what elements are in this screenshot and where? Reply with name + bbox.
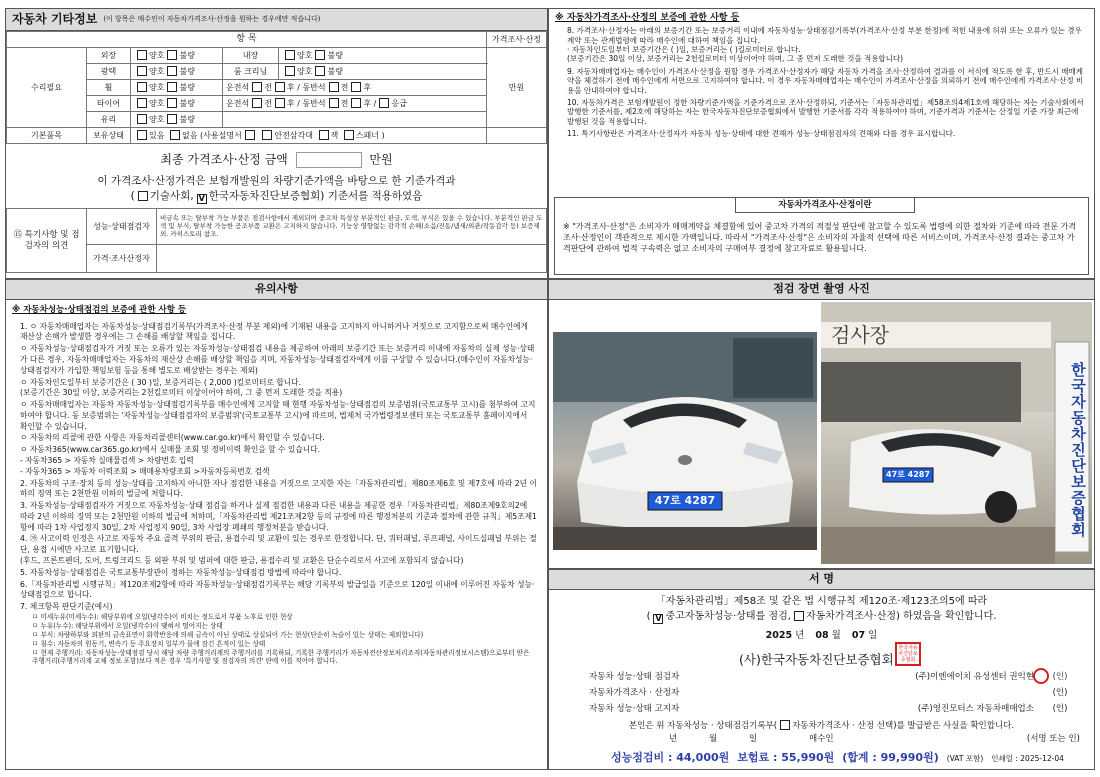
tire-pass-rear-checkbox[interactable]	[351, 98, 361, 108]
perf-inspector-label: 성능·상태점검자	[87, 209, 157, 245]
front-label: 전	[264, 99, 272, 108]
vehicle-other-info-panel	[5, 8, 548, 279]
wheel-position[interactable]: 운전석 전 후 / 동반석 전 후	[223, 80, 487, 96]
good-label: 양호	[297, 51, 313, 60]
notes-list	[6, 322, 547, 667]
signer-row-inspector	[589, 669, 1080, 685]
note-4: 4. ㉮ 사고이력 인정은 사고로 자동차 주요 골격 부위의 판금, 용접수리 및 교환이 있는 경우로 한정합니다. 단, 쿼터패널, 루프패널, 사이드실패널 부위는 절단, 용접 시에만 사고로 표기합니다. (후드, 프론트펜더, 도어, 트렁크리드 등 외판 부위 및 범퍼에 대한 판금, 용접수리 및 교환은 단순수리로서 사고에 포함되지 않습니다)	[20, 534, 537, 566]
notifier-value: (주)영진모터스 자동차매매업소	[917, 703, 1034, 714]
good-label: 양호	[149, 99, 165, 108]
note-7: 7. 체크항목 판단기준(예시)	[20, 602, 113, 612]
price-guarantee-list	[549, 26, 1094, 138]
note-7-oil-seep: ㅁ 미세누유(미세누수): 해당부위에 오일(냉각수)이 비치는 정도로서 부품 노후로 인한 현상	[32, 612, 293, 621]
bad-label: 불량	[327, 51, 343, 60]
buyer-sign: (서명 또는 인)	[1026, 734, 1080, 744]
price-check-checkbox[interactable]	[794, 611, 804, 621]
gloss-bad-checkbox[interactable]	[167, 66, 177, 76]
basic-label: 기본품목	[7, 128, 87, 144]
other-info-title: 자동차 기타정보	[12, 12, 98, 26]
bad-label: 불량	[327, 67, 343, 76]
kadga-checkbox[interactable]: V	[198, 194, 205, 204]
exterior-bad-checkbox[interactable]	[167, 50, 177, 60]
exterior-good-checkbox[interactable]	[137, 50, 147, 60]
note-5: 5. 자동차성능·상태점검은 국토교통부장관이 정하는 자동차성능·상태점검 방법에 따라야 합니다.	[20, 567, 342, 577]
signer-rows	[589, 669, 1080, 717]
kadga-banner: 한국자동차진단보증협회	[1069, 361, 1087, 538]
signature-panel	[548, 569, 1095, 770]
good-label: 양호	[149, 115, 165, 124]
room-good-checkbox[interactable]	[285, 66, 295, 76]
inspector-seal	[1033, 668, 1049, 684]
row-room-clean: 룸 크리닝	[223, 64, 279, 80]
tire-good-checkbox[interactable]	[137, 98, 147, 108]
glass-check[interactable]	[131, 112, 223, 128]
triangle-checkbox[interactable]	[262, 130, 272, 140]
issue-day-unit: 일	[868, 629, 878, 641]
price-check-label: 자동차가격조사·산정) 하였음을 확인합니다.	[805, 610, 997, 622]
photos-panel	[548, 279, 1095, 569]
price-inspector-label: 가격·조사산정자	[87, 245, 157, 273]
price-inspector-sign-label: 자동차가격조사 · 산정자	[589, 687, 680, 698]
sign-text-graphic: 검사장	[831, 323, 889, 347]
notes-panel	[5, 279, 548, 770]
side-plate: 47로 4287	[886, 470, 930, 479]
signer-row-notifier	[589, 701, 1080, 717]
bad-label: 불량	[179, 83, 195, 92]
final-price-row	[6, 152, 547, 168]
wheel-pass-rear-checkbox[interactable]	[351, 82, 361, 92]
good-label: 양호	[149, 51, 165, 60]
fee-total: (합계 : 99,990원)	[842, 751, 939, 764]
wheel-good-checkbox[interactable]	[137, 82, 147, 92]
wheel-pass-front-checkbox[interactable]	[329, 82, 339, 92]
row-glass: 유리	[87, 112, 131, 128]
kadga-label: 한국자동차진단보증협회) 기준서를 적용하였음	[208, 190, 423, 203]
possession-label: 보유상태	[87, 128, 131, 144]
manual-label: (사용설명서	[200, 131, 242, 140]
passenger-label: 동반석	[302, 83, 326, 92]
row-exterior: 외장	[87, 48, 131, 64]
basis-text	[6, 174, 547, 204]
tire-bad-checkbox[interactable]	[167, 98, 177, 108]
basis-paren: (	[130, 190, 135, 203]
fee-insurance: 보험료 : 55,990원	[737, 751, 835, 764]
notifier-label: 자동차 성능·상태 고지자	[589, 703, 680, 714]
tire-emergency-checkbox[interactable]	[379, 98, 389, 108]
driver-label: 운전석	[226, 99, 250, 108]
signature-line-2	[549, 611, 1094, 624]
line2-paren: (	[646, 610, 651, 622]
rear-label: 후	[286, 99, 295, 108]
note-2: 2. 자동차의 구조·장치 등의 성능·상태를 고지하지 아니한 자나 점검한 내용을 거짓으로 고지한 자는「자동차관리법」제80조제6호 및 제7호에 따라 2년 이하의 징역 또는 2천만원 이하의 벌금에 처합니다.	[20, 478, 537, 499]
none-checkbox[interactable]	[170, 130, 180, 140]
rear-label: 후	[363, 83, 372, 92]
glass-good-checkbox[interactable]	[137, 114, 147, 124]
fee-row	[611, 751, 1088, 765]
bad-label: 불량	[179, 115, 195, 124]
note-6: 6.「자동차관리법 시행규칙」제120조제2항에 따라 자동차성능·상태점검기록부는 해당 기록부의 발급일을 기준으로 120일 이내에 이루어진 자동차 성능·상태점검으로 합니다.	[20, 579, 535, 600]
jack-checkbox[interactable]	[319, 130, 329, 140]
emergency-label: 응급	[391, 99, 407, 108]
note-1e: ㅇ 자동차의 리콜에 관한 사항은 자동차리콜센터(www.car.go.kr)에서 확인할 수 있습니다.	[20, 433, 325, 443]
none-label: 없음	[182, 131, 198, 140]
opinion-table	[6, 208, 547, 273]
col-price-header: 가격조사·산정	[487, 32, 547, 48]
have-label: 있음	[149, 131, 165, 140]
receipt-text-b: 자동차가격조사 · 산정 선택)를 발급받은 사실을 확인합니다.	[792, 721, 1015, 731]
other-info-note: (이 항목은 매수인이 자동차가격조사·산정을 원하는 경우에만 적습니다)	[103, 15, 321, 24]
receipt-text-a: 본인은 위 자동차성능 · 상태점검기록부(	[628, 721, 778, 731]
engineer-society-label: 기술사회,	[149, 190, 194, 203]
jack-label: 잭	[330, 131, 339, 140]
issue-year: 2025	[765, 629, 793, 641]
issue-day: 07	[851, 629, 866, 641]
good-label: 양호	[149, 83, 165, 92]
note-1a: 1. ㅇ 자동차매매업자는 자동차성능·상태점검기록부(가격조사·산정 부분 제외)에 기재된 내용을 고지하지 아니하거나 거짓으로 고지함으로써 매수인에게 재산상 손해가 발생한 경우에는 그 손해를 배상할 책임을 집니다.	[20, 321, 528, 342]
bad-label: 불량	[179, 99, 195, 108]
price-guarantee-title: ※ 자동차가격조사·산정의 보증에 관한 사항 등	[555, 13, 740, 23]
manual-checkbox[interactable]	[245, 130, 255, 140]
signer-row-price	[589, 685, 1080, 701]
price-definition-title: 자동차가격조사·산정이란	[735, 197, 915, 213]
tire-driver-rear-checkbox[interactable]	[275, 98, 285, 108]
buyer-year: 년	[669, 734, 678, 744]
bad-label: 불량	[179, 51, 195, 60]
front-car-illustration	[553, 332, 817, 550]
final-price-input[interactable]	[296, 152, 362, 168]
issue-month: 08	[815, 629, 829, 641]
room-bad-checkbox[interactable]	[315, 66, 325, 76]
price-guarantee-panel	[548, 8, 1095, 279]
interior-bad-checkbox[interactable]	[315, 50, 325, 60]
opinion-label: ⑮ 특기사항 및 점검자의 의견	[7, 209, 87, 273]
note-7-mileage: ㅁ 현재 주행거리: 자동차성능·상태점검 당시 해당 차량 주행거리계의 주행거리를 기록하되, 기록한 주행거리가 자동차전산정보처리조직(자동차관리정보시스템)으로부터 받은 주행거리(주행거리계 교체 정보 포함)보다 적은 경우 '특기사항 및 점검자의 의견' 란에 이를 적어야 합니다.	[32, 648, 530, 666]
front-label: 전	[264, 83, 272, 92]
triangle-label: 안전삼각대	[274, 131, 313, 140]
note-1f: ㅇ 자동차365(www.car365.go.kr)에서 실매물 조회 및 정비이력 확인을 할 수 있습니다. - 자동차365 > 자동차 실매물검색 > 차량번호 입력 - 자동차365 > 자동차 이력조회 > 매매용차량조회 >자동차등록번호 검색	[20, 445, 321, 476]
note-7-flood: ㅁ 침수: 자동차의 원동기, 변속기 등 주요장치 일부가 물에 잠긴 흔적이 있는 상태	[32, 639, 266, 648]
front-plate: 47로 4287	[654, 494, 716, 507]
glass-bad-checkbox[interactable]	[167, 114, 177, 124]
price-inspector-sign: (인)	[1052, 687, 1068, 698]
rear-label: 후	[286, 83, 295, 92]
repair-table	[6, 31, 547, 144]
seal-text: 한국자동차진단보증협회	[898, 645, 918, 663]
price-definition-box	[554, 197, 1089, 275]
price-inspector-opinion[interactable]	[157, 245, 547, 273]
buyer-label: 매수인	[809, 734, 834, 744]
basic-items[interactable]	[131, 128, 487, 144]
wheel-driver-rear-checkbox[interactable]	[275, 82, 285, 92]
perf-check-checkbox[interactable]: V	[655, 613, 662, 623]
note-3: 3. 자동차성능·상태점검자가 거짓으로 자동차성능·상태 점검을 하거나 실제 점검한 내용과 다른 내용을 제공한 경우「자동차관리법」제80조제9호의2에 따라 2년 이하의 징역 또는 2천만원 이하의 벌금에 처하며,「자동차관리법 제21조제2항 등의 규정에 따른 행정처분의 기준과 절차에 관한 규칙」제5조제1항에 따라 1차 사업정지 30일, 2차 사업정지 90일, 3차 사업장 폐쇄의 행정처분을 받습니다.	[20, 501, 537, 532]
rear-label: 후	[363, 99, 372, 108]
inspector-value: (주)이엔에이치 유성센터 권익현	[915, 671, 1034, 682]
spanner-label: 스패너 )	[355, 131, 385, 140]
receipt-price-checkbox[interactable]	[780, 720, 790, 730]
passenger-label: 동반석	[302, 99, 326, 108]
note-1d: ㅇ 자동차매매업자는 자동차 자동차성능·상태점검기록부를 매수인에게 고지할 때 현행 자동차성능·상태점검의 보증범위(국토교통부 고시)를 첨부하여 고지하여야 합니다. 동 보증범위는 '자동차성능·상태점검자의 보증범위'(국토교통부 고시)에 따르며, 법제처 국가법령정보센터 또는 국토교통부 홈페이지에서 확인할 수 있습니다.	[20, 400, 536, 431]
spanner-checkbox[interactable]	[344, 130, 354, 140]
receipt-line	[549, 720, 1094, 732]
note-7-corrosion: ㅁ 부식: 차량하부와 외판의 금속표면이 화학반응에 의해 금속이 아닌 상태로 상실되어 가는 현상(단순히 녹슬어 있는 상태는 제외합니다)	[32, 630, 424, 639]
final-price-label: 최종 가격조사·산정 금액	[160, 152, 288, 167]
side-photo	[821, 302, 1092, 564]
inspector-label: 자동차 성능·상태 점검자	[589, 671, 680, 682]
price-definition-text: ※ "가격조사·산정"은 소비자가 매매계약을 체결함에 있어 중고차 가격의 적절성 판단에 참고할 수 있도록 법령에 의한 절차와 기준에 따라 전문 가격조사·산정인이 객관적으로 제시한 가액입니다. 따라서 "가격조사·산정"은 소비자의 자율적 선택에 따른 서비스이며, 가격조사·산정 결과는 중고차 가격판단에 관하여 법적 구속력은 없고 소비자의 구매여부 결정에 참고자료로 활용됩니다.	[563, 222, 1077, 253]
wheel-driver-front-checkbox[interactable]	[252, 82, 262, 92]
row-interior: 내장	[223, 48, 279, 64]
good-label: 양호	[297, 67, 313, 76]
org-seal	[895, 642, 921, 666]
note-7-sublist	[20, 613, 537, 666]
other-info-header	[6, 9, 547, 31]
front-photo	[553, 332, 817, 550]
inspector-sign: (인)	[1052, 671, 1068, 682]
good-label: 양호	[149, 67, 165, 76]
driver-label: 운전석	[226, 83, 250, 92]
front-label: 전	[340, 83, 349, 92]
basis-line-2	[6, 189, 547, 204]
gloss-check[interactable]	[131, 64, 223, 80]
issue-month-unit: 월	[831, 629, 841, 641]
note-7-oil-leak: ㅁ 누유(누수): 해당부위에서 오일(냉각수)이 맺혀서 떨어지는 상태	[32, 621, 223, 630]
basis-line-1: 이 가격조사·산정가격은 보험개발원의 차량기준가액을 바탕으로 한 기준가격과	[97, 175, 456, 187]
interior-good-checkbox[interactable]	[285, 50, 295, 60]
row-tire: 타이어	[87, 96, 131, 112]
front-label: 전	[340, 99, 349, 108]
wheel-check[interactable]	[131, 80, 223, 96]
notes-header: 유의사항	[6, 280, 547, 300]
signature-header: 서 명	[549, 570, 1094, 590]
gloss-good-checkbox[interactable]	[137, 66, 147, 76]
issue-date	[549, 630, 1094, 642]
col-item-header: 항 목	[7, 32, 487, 48]
note-1b: ㅇ 자동차성능·상태점검자가 거짓 또는 오류가 있는 자동차성능·상태점검 내용을 제공하여 아래의 보증기간 또는 보증거리 이내에 자동차의 실제 성능·상태가 다른 경우, 자동차매매업자는 자동차의 재산상 손해를 배상할 책임을 지며, 자동차성능·상태점검자에게 이를 구상할 수 있습니다.(매수인이 자동차성능·상태점검자가 가입한 책임보험 등을 통해 별도로 배상받는 경우는 제외)	[20, 344, 535, 375]
print-date: 인쇄일 : 2025-12-04	[991, 754, 1064, 763]
repair-label: 수리필요	[7, 48, 87, 128]
engineer-society-checkbox[interactable]	[138, 191, 148, 201]
org-name: (사)한국자동차진단보증협회	[739, 652, 894, 667]
issue-year-unit: 년	[795, 629, 805, 641]
room-clean-check[interactable]	[279, 64, 487, 80]
signature-line-1: 「자동차관리법」제58조 및 같은 법 시행규칙 제120조·제123조의5에 따라	[655, 596, 988, 607]
interior-check[interactable]	[279, 48, 487, 64]
buyer-row	[669, 734, 1080, 745]
buyer-month: 월	[709, 734, 718, 744]
row-wheel: 휠	[87, 80, 131, 96]
bad-label: 불량	[179, 67, 195, 76]
tire-position[interactable]: 운전석 전 후 / 동반석 전 후 / 응급	[223, 96, 487, 112]
exterior-check[interactable]	[131, 48, 223, 64]
notes-subtitle: ※ 자동차성능·상태점검의 보증에 관한 사항 등	[12, 305, 187, 315]
price-note-11: 11. 특기사항란은 가격조사·산정자가 자동차 성능·상태에 대한 견해가 성능·상태점검자의 견해와 다를 경우 표시합니다.	[567, 129, 956, 138]
price-note-8: 8. 가격조사·산정자는 아래의 보증기간 또는 보증거리 이내에 자동차성능·상태점검기록부(가격조사·산정 부분 한정)에 적힌 내용에 허위 또는 오류가 있는 경우 계약 또는 관계법령에 따라 매수인에 대하여 책임을 집니다. · 자동차인도일부터 보증기간은 ( )일, 보증거리는 ( )킬로미터로 합니다. (보증기간은 30일 이상, 보증거리는 2천킬로미터 이상이어야 하며, 그 중 먼저 도래한 것을 적용합니다)	[567, 26, 1082, 64]
have-checkbox[interactable]	[137, 130, 147, 140]
price-note-9: 9. 자동차매매업자는 매수인이 가격조사·산정을 원할 경우 가격조사·산정자가 해당 자동차 가격을 조사·산정하여 결과를 이 서식에 적도록 한 후, 반드시 매매계약을 체결하기 전에 매수인에게 서면으로 고지하여야 합니다. 이 경우 자동차매매업자는 매수인이 가격조사·산정을 의뢰하기 전에 매수인에게 가격조사·산정 비용을 안내하여야 합니다.	[567, 66, 1084, 95]
photos-header: 점검 장면 촬영 사진	[549, 280, 1094, 300]
vat-note: (VAT 포함)	[946, 754, 984, 763]
buyer-day: 일	[749, 734, 758, 744]
notifier-sign: (인)	[1052, 703, 1068, 714]
final-price-unit: 만원	[369, 152, 393, 167]
note-1c: ㅇ 자동차인도일부터 보증기간은 ( 30 )일, 보증거리는 ( 2,000 )킬로미터로 합니다. (보증기간은 30일 이상, 보증거리는 2천킬로미터 이상이어야 하며, 그 중 먼저 도래한 것을 적용)	[20, 377, 343, 398]
tire-pass-front-checkbox[interactable]	[329, 98, 339, 108]
wheel-bad-checkbox[interactable]	[167, 82, 177, 92]
tire-check[interactable]	[131, 96, 223, 112]
tire-driver-front-checkbox[interactable]	[252, 98, 262, 108]
org-row	[739, 652, 894, 668]
perf-check-label: 중고자동차성능·상태를 점검,	[665, 610, 791, 622]
perf-inspector-opinion: 비금속 또는 탈부착 가능 부품은 점검사항에서 제외되며 중고차 특성상 부분적인 판금, 도색, 부식은 있을 수 있습니다. 부분적인 판금 도색 및 부식, 탈부착 가능한 공조부품 교환은 고지하지 않습니다. 기능상 영향없는 감각적 손해(소음/진동/냄새/외관/작동감각 등) 보증제외. 카히스토리 참조.	[157, 209, 547, 245]
price-note-10: 10. 자동차가격은 보험개발원이 정한 차량기준가액을 기준가격으로 조사·산정하되, 기준서는「자동차관리법」제58조의4제1호에 해당하는 자는 기술사회에서 발행한 기준서를, 제2호에 해당하는 자는 한국자동차진단보증협회에서 발행한 기준서를 각각 적용하여야 하며, 기준가격과 기준서는 산정일 기준 가장 최근에 발행된 것을 적용합니다.	[567, 97, 1084, 126]
row-gloss: 광택	[87, 64, 131, 80]
fee-perf: 성능점검비 : 44,000원	[611, 751, 730, 764]
price-unit: 만원	[487, 48, 547, 128]
